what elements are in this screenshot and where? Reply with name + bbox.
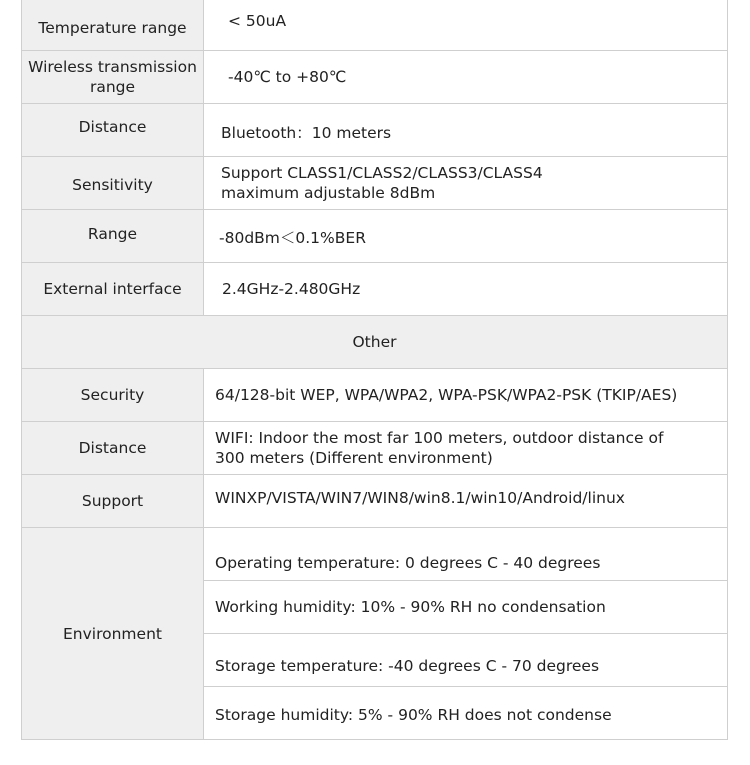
row-value: Storage temperature: -40 degrees C - 70 degrees	[204, 634, 728, 687]
row-value: 2.4GHz-2.480GHz	[204, 263, 728, 316]
table-row	[22, 157, 728, 210]
row-value: WINXP/VISTA/WIN7/WIN8/win8.1/win10/Android/linux	[204, 475, 728, 528]
table-row	[22, 528, 728, 740]
table-row	[22, 475, 728, 528]
spec-table	[21, 0, 728, 740]
table-row	[22, 0, 728, 51]
row-value-line: WIFI: Indoor the most far 100 meters, outdoor distance of	[215, 429, 664, 447]
row-label: Security	[22, 369, 204, 422]
row-value: Working humidity: 10% - 90% RH no condensation	[204, 581, 728, 634]
row-label: Sensitivity	[22, 157, 204, 210]
row-value-line: 300 meters (Different environment)	[215, 449, 493, 467]
row-label: Wireless transmission range	[22, 51, 204, 104]
row-value: -40℃ to +80℃	[204, 51, 728, 104]
table-row	[22, 210, 728, 263]
row-label: External interface	[22, 263, 204, 316]
row-value	[204, 422, 728, 475]
row-value: -80dBm＜0.1%BER	[204, 210, 728, 263]
row-value: < 50uA	[204, 0, 728, 51]
table-row	[22, 263, 728, 316]
row-value: Operating temperature: 0 degrees C - 40 degrees	[204, 528, 728, 581]
table-row	[22, 51, 728, 104]
row-label: Distance	[22, 104, 204, 157]
row-value	[204, 157, 728, 210]
table-row	[22, 422, 728, 475]
row-label: Distance	[22, 422, 204, 475]
row-label: Environment	[22, 528, 204, 740]
row-label: Support	[22, 475, 204, 528]
row-label: Temperature range	[22, 0, 204, 51]
table-row	[22, 104, 728, 157]
row-value-line: Support CLASS1/CLASS2/CLASS3/CLASS4	[221, 164, 543, 182]
row-value-line: maximum adjustable 8dBm	[221, 184, 436, 202]
row-value: Bluetooth：10 meters	[204, 104, 728, 157]
table-row	[22, 369, 728, 422]
section-title: Other	[22, 316, 728, 369]
section-header-row	[22, 316, 728, 369]
row-label: Range	[22, 210, 204, 263]
row-value: Storage humidity: 5% - 90% RH does not condense	[204, 687, 728, 740]
environment-values	[204, 528, 728, 740]
row-value: 64/128-bit WEP, WPA/WPA2, WPA-PSK/WPA2-PSK (TKIP/AES)	[204, 369, 728, 422]
